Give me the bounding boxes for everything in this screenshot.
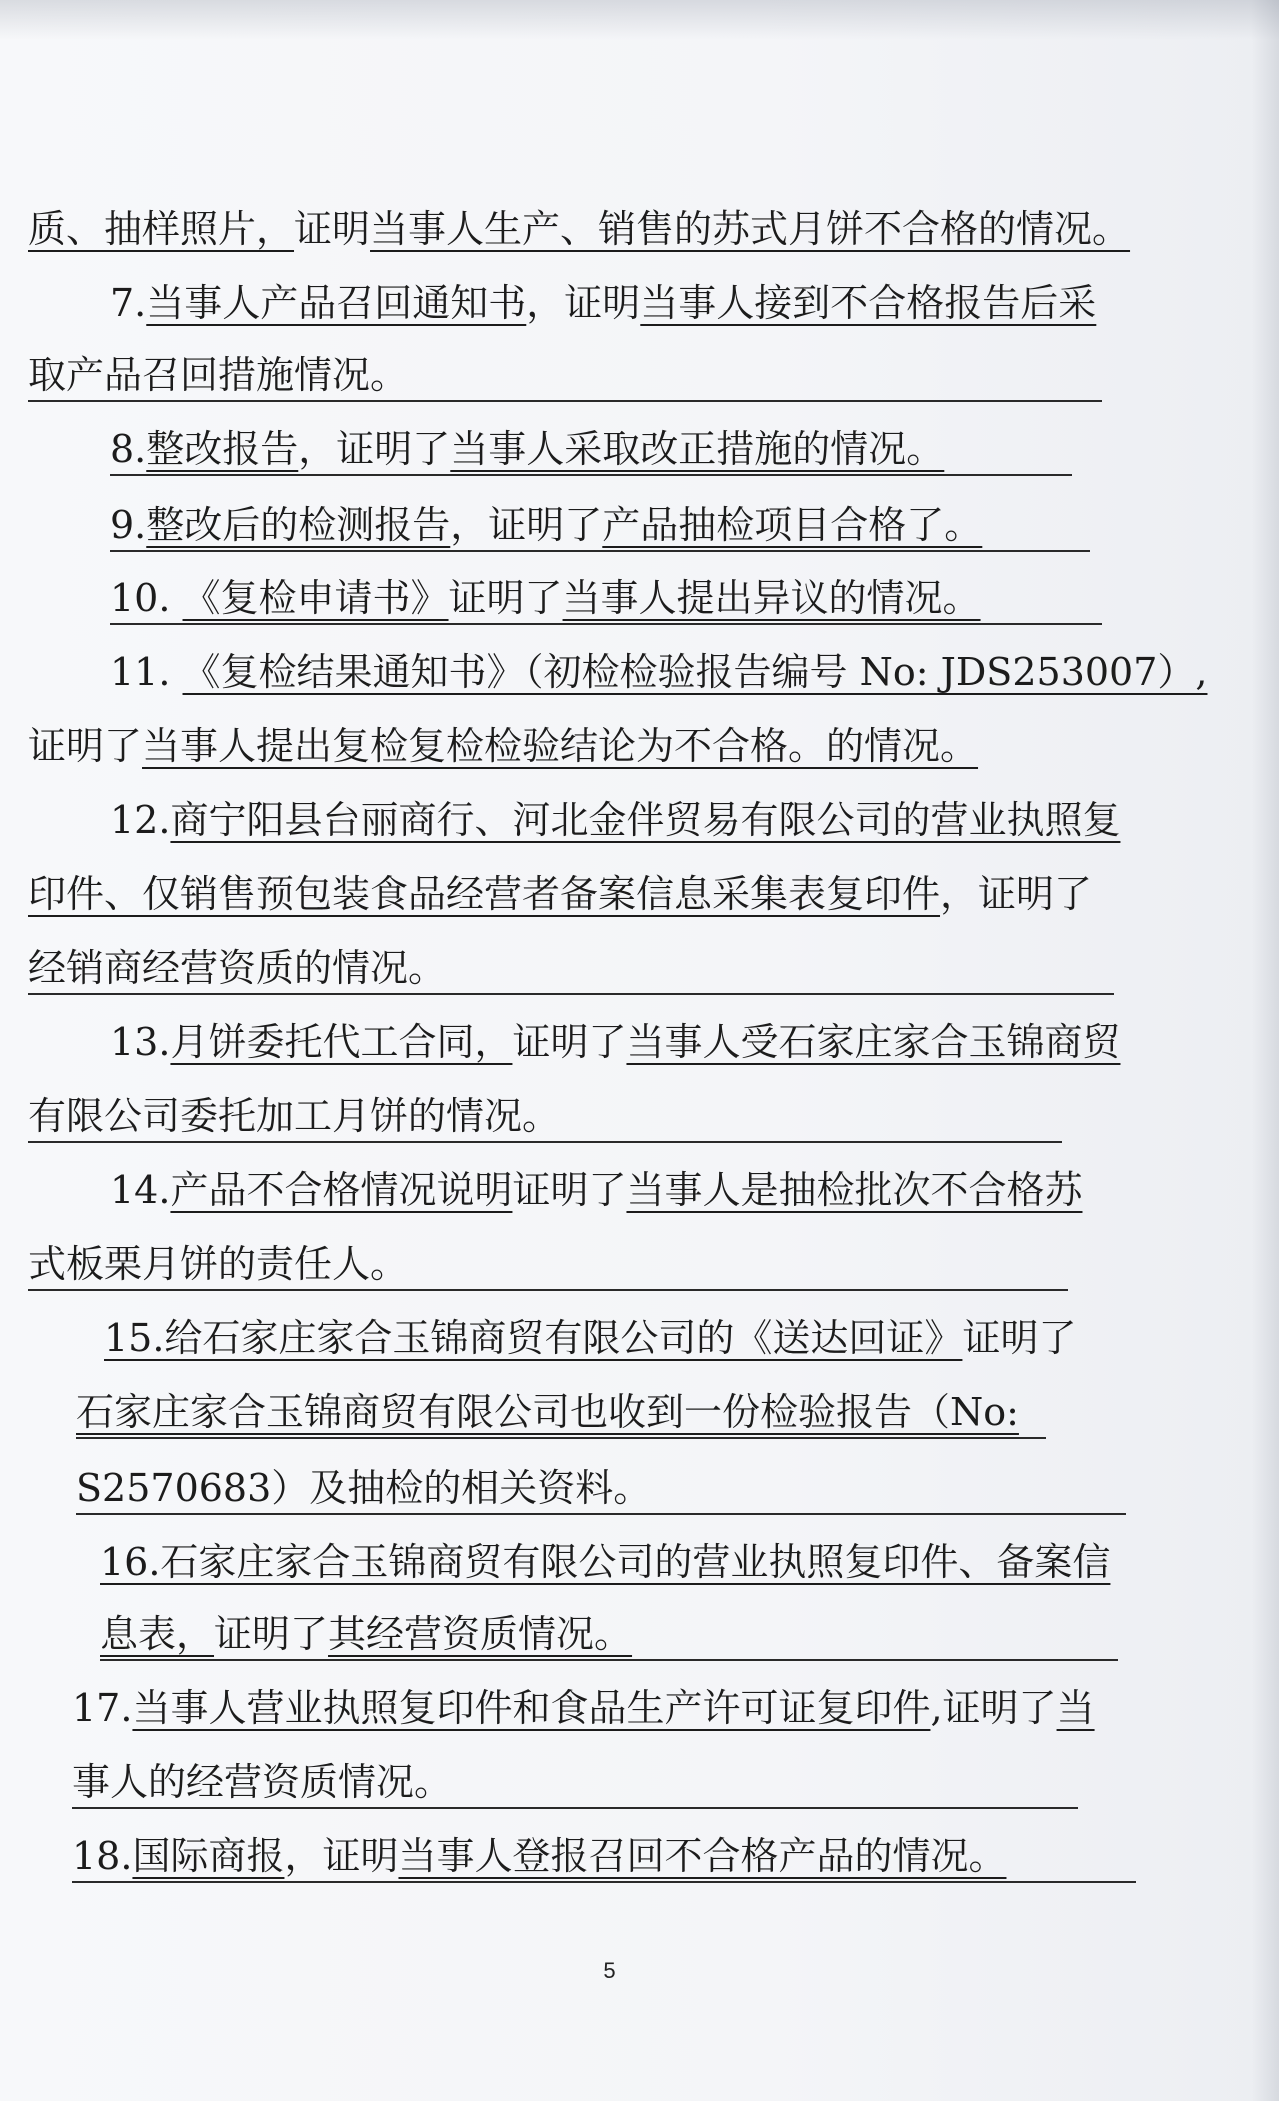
text-phrase: 取产品召回措施情况。 — [28, 353, 409, 397]
underlined-phrase: 《复检申请书》 — [182, 576, 449, 620]
underlined-phrase: 当事人产品召回通知书 — [146, 281, 527, 325]
text-phrase: ，证明了 — [450, 503, 603, 547]
underline-rule — [72, 1881, 1136, 1883]
text-phrase: 证明 — [294, 207, 371, 251]
text-phrase: 式板栗月饼的责任人。 — [28, 1242, 409, 1286]
underlined-phrase: 当事人登报召回不合格产品的情况。 — [398, 1834, 1007, 1878]
underlined-phrase: 其经营资质情况。 — [328, 1612, 633, 1656]
text-line — [110, 795, 1120, 845]
underlined-phrase: 当事人营业执照复印件和食品生产许可证复印件 — [132, 1686, 931, 1730]
underline-rule — [110, 474, 1072, 476]
text-phrase: 8. — [110, 427, 147, 471]
underlined-phrase: 整改报告 — [146, 427, 299, 471]
text-line — [110, 1165, 1082, 1215]
page-number: 5 — [603, 1958, 616, 1983]
text-line — [28, 869, 1092, 919]
underlined-phrase: 当事人是抽检批次不合格苏 — [626, 1168, 1083, 1212]
text-phrase: 证明了 — [214, 1612, 329, 1656]
text-phrase: 证明了 — [512, 1168, 627, 1212]
underlined-phrase: 国际商报 — [132, 1834, 285, 1878]
underline-rule — [110, 550, 1090, 552]
text-phrase: 证明了 — [512, 1020, 627, 1064]
underlined-phrase: 整改后的检测报告 — [146, 503, 451, 547]
text-phrase: ，证明了 — [298, 427, 451, 471]
text-phrase: ，证明 — [526, 281, 641, 325]
text-phrase: 12. — [110, 798, 171, 842]
text-line — [76, 1463, 651, 1513]
underline-rule — [100, 1659, 1118, 1661]
page-shadow — [0, 0, 1279, 40]
text-line — [110, 573, 981, 623]
text-phrase: 14. — [110, 1168, 171, 1212]
underline-rule — [76, 1513, 1126, 1515]
text-line — [28, 204, 1130, 254]
text-line — [104, 1313, 1076, 1363]
text-phrase: 7. — [110, 281, 147, 325]
text-line — [28, 350, 408, 400]
text-phrase: 18. — [72, 1834, 133, 1878]
text-phrase: S2570683）及抽检的相关资料。 — [76, 1466, 652, 1510]
text-phrase: ，证明 — [284, 1834, 399, 1878]
underline-rule — [72, 1807, 1078, 1809]
text-line — [110, 424, 944, 474]
underlined-phrase: 15.给石家庄家合玉锦商贸有限公司的《送达回证》 — [104, 1316, 963, 1360]
underlined-phrase: 息表， — [100, 1612, 215, 1656]
text-phrase: 9. — [110, 503, 147, 547]
underlined-phrase: 质、抽样照片， — [28, 207, 295, 251]
text-phrase: 证明了 — [28, 724, 143, 768]
text-phrase: 证明了 — [448, 576, 563, 620]
underlined-phrase: 当事人生产、销售的苏式月饼不合格的情况。 — [370, 207, 1131, 251]
text-line — [28, 943, 446, 993]
page-edge-shadow — [1251, 0, 1279, 2101]
underlined-phrase: 印件、仅销售预包装食品经营者备案信息采集表复印件 — [28, 872, 941, 916]
text-phrase: 证明了 — [962, 1316, 1077, 1360]
underline-rule — [28, 1289, 1068, 1291]
text-line — [110, 647, 1207, 697]
underlined-phrase: 商宁阳县台丽商行、河北金伴贸易有限公司的营业执照复 — [170, 798, 1121, 842]
underlined-phrase: 当事人提出异议的情况。 — [562, 576, 981, 620]
text-line — [110, 1017, 1120, 1067]
text-phrase: 11. — [110, 650, 183, 694]
text-line — [72, 1757, 452, 1807]
underline-rule — [28, 1141, 1062, 1143]
underlined-phrase: 当事人接到不合格报告后采 — [640, 281, 1097, 325]
text-line — [76, 1387, 1019, 1437]
underline-rule — [28, 993, 1114, 995]
text-line — [28, 1239, 408, 1289]
underlined-phrase: 石家庄家合玉锦商贸有限公司也收到一份检验报告（No: — [76, 1390, 1019, 1434]
text-phrase: 有限公司委托加工月饼的情况。 — [28, 1094, 561, 1138]
underlined-phrase: 《复检结果通知书》（初检检验报告编号 No: JDS253007）, — [182, 650, 1208, 694]
underline-rule — [76, 1437, 1046, 1439]
text-phrase: 事人的经营资质情况。 — [72, 1760, 453, 1804]
underlined-phrase: 产品抽检项目合格了。 — [602, 503, 983, 547]
underlined-phrase: 当事人采取改正措施的情况。 — [450, 427, 945, 471]
text-line — [72, 1683, 1095, 1733]
text-line — [100, 1537, 1110, 1587]
underlined-phrase: 月饼委托代工合同， — [170, 1020, 513, 1064]
underline-rule — [110, 623, 1102, 625]
underline-rule — [28, 400, 1102, 402]
text-phrase: 10. — [110, 576, 183, 620]
text-phrase: 13. — [110, 1020, 171, 1064]
text-phrase: ，证明了 — [940, 872, 1093, 916]
text-phrase: 17. — [72, 1686, 133, 1730]
text-phrase: ,证明了 — [930, 1686, 1057, 1730]
text-phrase: 经销商经营资质的情况。 — [28, 946, 447, 990]
text-line — [100, 1609, 632, 1659]
underlined-phrase: 16.石家庄家合玉锦商贸有限公司的营业执照复印件、备案信 — [100, 1540, 1111, 1584]
underlined-phrase: 产品不合格情况说明 — [170, 1168, 513, 1212]
text-line — [28, 1091, 560, 1141]
text-line — [28, 721, 978, 771]
underlined-phrase: 当 — [1056, 1686, 1095, 1730]
text-line — [110, 278, 1096, 328]
text-line — [72, 1831, 1006, 1881]
underlined-phrase: 当事人提出复检复检检验结论为不合格。的情况。 — [142, 724, 979, 768]
underlined-phrase: 当事人受石家庄家合玉锦商贸 — [626, 1020, 1121, 1064]
text-line — [110, 500, 982, 550]
